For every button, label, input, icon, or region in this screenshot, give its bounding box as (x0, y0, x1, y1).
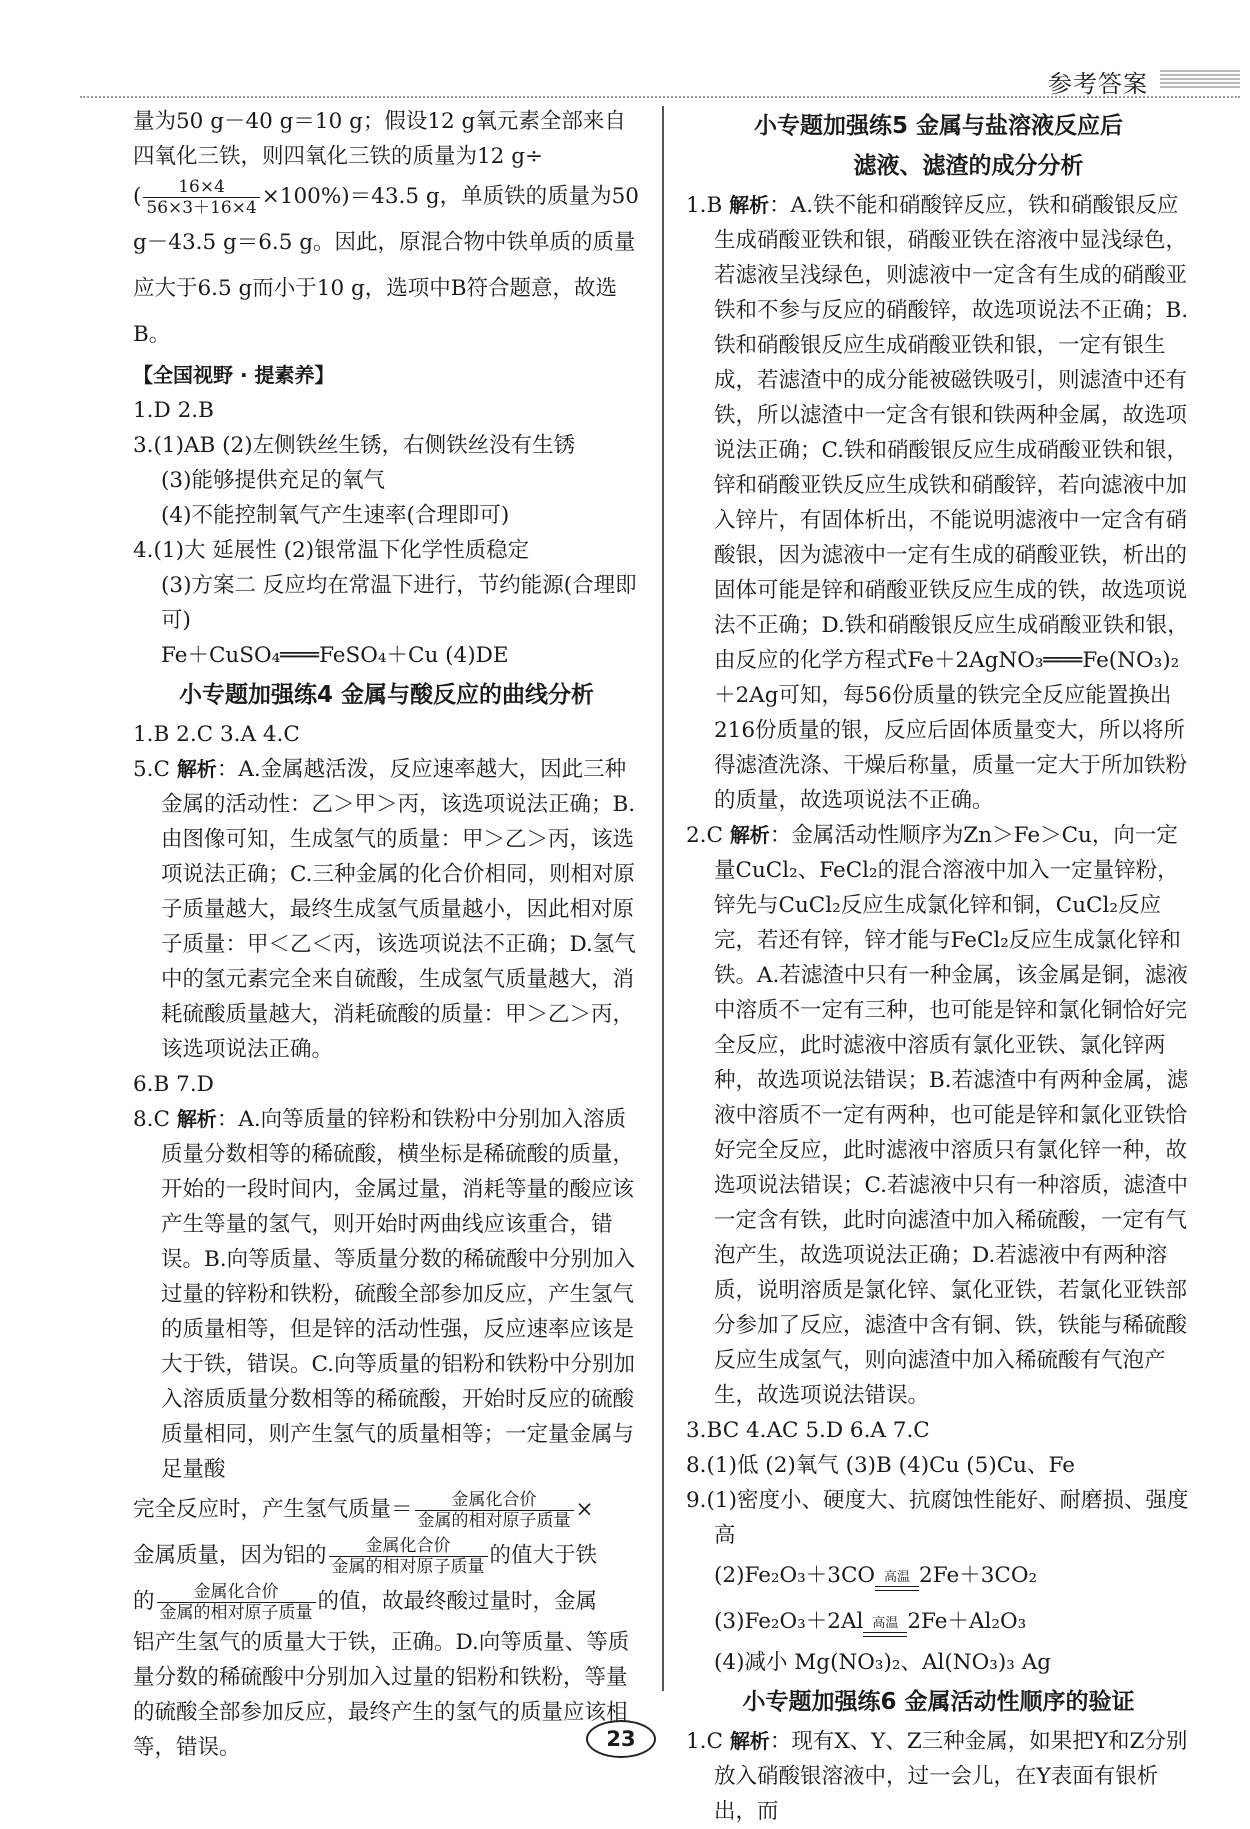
chemical-equation: Fe＋CuSO₄═══FeSO₄＋Cu (4)DE (161, 643, 509, 668)
chemical-equation: (2)Fe₂O₃＋3CO 高温 2Fe＋3CO₂ (686, 1553, 1191, 1599)
jiexi-label: 解析 (176, 1107, 217, 1131)
fraction-line: ( $\frac{16\times 4}{56\times 3+16\times 4}$ ×100%)＝43.5 g，单质铁的质量为50 g－43.5 g＝6.5 g。因此，原混合物中铁单质的质量应大于6.5 g而小于10 g，选项中B符合题意，故选B。 (133, 176, 639, 347)
answer-line: 6.B 7.D (133, 1072, 214, 1097)
answer-line: 1.B 2.C 3.A 4.C (133, 722, 300, 747)
section-title-4: 小专题加强练4 金属与酸反应的曲线分析 (178, 682, 594, 708)
fraction: $\frac{\text{金属化合价}}{\text{金属的相对原子质量}}$ (329, 1536, 488, 1577)
section-title-6: 小专题加强练6 金属活动性顺序的验证 (742, 1689, 1135, 1715)
formula-line-2: 金属质量，因为铝的 $\frac{\text{金属化合价}}{\text{金属的相对原子质量}}$ 的值大于铁 (133, 1535, 598, 1577)
jiexi-label: 解析 (729, 1729, 770, 1753)
answer-item-2: 2.C 解析：金属活动性顺序为Zn＞Fe＞Cu，向一定量CuCl₂、FeCl₂的混合溶液中加入一定量锌粉，锌先与CuCl₂反应生成氯化锌和铜，CuCl₂反应完，若还有锌，锌才能与FeCl₂反应生成氯化锌和铁。A.若滤渣中只有一种金属，该金属是铜，滤液中溶质不一定有三种，也可能是锌和氯化铜恰好完全反应，此时滤液中溶质有氯化亚铁、氯化锌两种，故选项说法错误；B.若滤渣中有两种金属，滤液中溶质不一定有两种，也可能是锌和氯化亚铁恰好完全反应，此时滤液中溶质只有氯化锌一种，故选项说法错误；C.若滤液中只有一种溶质，滤渣中一定含有铁，此时向滤渣中加入稀硫酸，一定有气泡产生，故选项说法正确；D.若滤液中有两种溶质，说明溶质是氯化锌、氯化亚铁，若氯化亚铁部分参加了反应，滤渣中含有铜、铁，铁能与稀硫酸反应生成氢气，则向滤渣中加入稀硫酸有气泡产生，故选项说法错误。 (686, 823, 1189, 1408)
jiexi-label: 解析 (176, 757, 217, 781)
jiexi-label: 解析 (729, 823, 770, 847)
answer-line: (3)能够提供充足的氧气 (161, 468, 385, 493)
jiexi-label: 解析 (729, 193, 770, 217)
reaction-condition: 高温 (863, 1617, 907, 1645)
answer-line: 8.(1)低 (2)氧气 (3)B (4)Cu (5)Cu、Fe (686, 1453, 1075, 1478)
answer-item-1: 1.B 解析：A.铁不能和硝酸锌反应，铁和硝酸银反应生成硝酸亚铁和银，硝酸亚铁在溶液中显浅绿色，若滤液呈浅绿色，则滤液中一定含有生成的硝酸亚铁和不参与反应的硝酸锌，故选项说法不正确；B.铁和硝酸银反应生成硝酸亚铁和银，一定有银生成，若滤渣中的成分能被磁铁吸引，则滤渣中还有铁，所以滤渣中一定含有银和铁两种金属，故选项说法正确；C.铁和硝酸银反应生成硝酸亚铁和银，锌和硝酸亚铁反应生成铁和硝酸锌，若向滤液中加入锌片，有固体析出，不能说明滤液中一定含有硝酸银，因为滤液中一定有生成的硝酸亚铁，析出的固体可能是锌和硝酸亚铁反应生成的铁，故选项说法不正确；D.铁和硝酸银反应生成硝酸亚铁和银，由反应的化学方程式Fe＋2AgNO₃═══Fe(NO₃)₂＋2Ag可知，每56份质量的铁完全反应能置换出216份质量的银，反应后固体质量变大，所以将所得滤渣洗涤、干燥后称量，质量一定大于所加铁粉的质量，故选项说法不正确。 (686, 193, 1189, 813)
right-column (686, 104, 1191, 1824)
header-decoration (1160, 70, 1240, 88)
fraction: $\frac{\text{金属化合价}}{\text{金属的相对原子质量}}$ (415, 1490, 574, 1531)
column-divider (662, 106, 664, 1691)
page-header (80, 60, 1240, 98)
formula-line-1: 完全反应时，产生氢气质量＝ $\frac{\text{金属化合价}}{\text{金属的相对原子质量}}$ × (133, 1489, 594, 1531)
answer-item-5: 5.C 解析：A.金属越活泼，反应速率越大，因此三种金属的活动性：乙＞甲＞丙，该选项说法正确；B.由图像可知，生成氢气的质量：甲＞乙＞丙，该选项说法正确；C.三种金属的化合价相同，则相对原子质量越大，最终生成氢气质量越小，因此相对原子质量：甲＜乙＜丙，该选项说法不正确；D.氢气中的氢元素完全来自硫酸，生成氢气质量越大，消耗硫酸质量越大，消耗硫酸的质量：甲＞乙＞丙，该选项说法正确。 (133, 757, 636, 1062)
answer-line: 3.BC 4.AC 5.D 6.A 7.C (686, 1418, 930, 1443)
answer-item-1: 1.C 解析：现有X、Y、Z三种金属，如果把Y和Z分别放入硝酸银溶液中，过一会儿，在Y表面有银析出，而 (686, 1729, 1188, 1824)
answer-line: 4.(1)大 延展性 (2)银常温下化学性质稳定 (133, 538, 530, 563)
answer-line: (4)不能控制氧气产生速率(合理即可) (161, 503, 510, 528)
answer-tail: 铝产生氢气的质量大于铁，正确。D.向等质量、等质量分数的稀硫酸中分别加入过量的铝粉和铁粉，等量的硫酸全部参加反应，最终产生的氢气的质量应该相等，错误。 (133, 1630, 630, 1760)
fraction: $\frac{\text{金属化合价}}{\text{金属的相对原子质量}}$ (157, 1582, 316, 1623)
header-label: 参考答案 (1048, 70, 1148, 98)
chemical-equation: (3)Fe₂O₃＋2Al 高温 2Fe＋Al₂O₃ (686, 1599, 1191, 1645)
formula-line-3: 的 $\frac{\text{金属化合价}}{\text{金属的相对原子质量}}$ 的值，故最终酸过量时，金属 (133, 1581, 598, 1623)
section-title-5: 小专题加强练5 金属与盐溶液反应后 滤液、滤渣的成分分析 (753, 113, 1123, 179)
answer-line: 3.(1)AB (2)左侧铁丝生锈，右侧铁丝没有生锈 (133, 433, 576, 458)
page-number: 23 (586, 1720, 656, 1758)
answer-line: 1.D 2.B (133, 398, 214, 423)
continuation-text: 量为50 g－40 g＝10 g；假设12 g氧元素全部来自四氧化三铁，则四氧化三铁的质量为12 g÷ (133, 109, 626, 169)
answer-line: (4)减小 Mg(NO₃)₂、Al(NO₃)₃ Ag (714, 1650, 1051, 1675)
reaction-condition: 高温 (875, 1571, 919, 1599)
fraction: $\frac{16\times 4}{56\times 3+16\times 4}$ (143, 177, 259, 218)
answer-line: (3)方案二 反应均在常温下进行，节约能源(合理即可) (161, 573, 637, 633)
answer-line: 9.(1)密度小、硬度大、抗腐蚀性能好、耐磨损、强度高 (686, 1488, 1189, 1548)
answer-item-8: 8.C 解析：A.向等质量的锌粉和铁粉中分别加入溶质质量分数相等的稀硫酸，横坐标是稀硫酸的质量，开始的一段时间内，金属过量，消耗等量的酸应该产生等量的氢气，则开始时两曲线应该重合，错误。B.向等质量、等质量分数的稀硫酸中分别加入过量的锌粉和铁粉，硫酸全部参加反应，产生氢气的质量相等，但是锌的活动性强，反应速率应该是大于铁，错误。C.向等质量的铝粉和铁粉中分别加入溶质质量分数相等的稀硫酸，开始时反应的硫酸质量相同，则产生氢气的质量相等；一定量金属与足量酸 (133, 1107, 636, 1482)
national-vision-heading: 【全国视野 · 提素养】 (133, 363, 335, 387)
